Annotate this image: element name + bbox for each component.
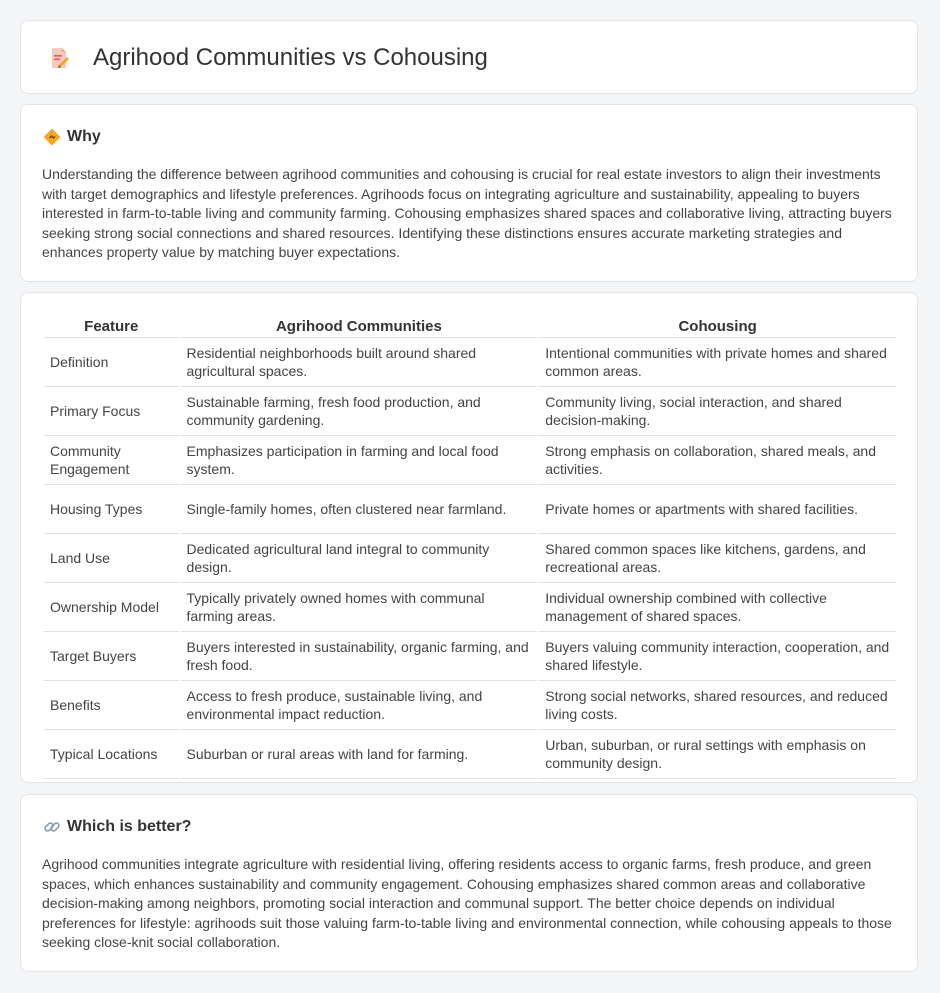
- better-text: Agrihood communities integrate agriculture with residential living, offering residents access to organic farms, fresh produce, and green spaces, which enhances sustainability and community engagement. Cohousing emphasizes shared common areas and collaborative decision-making among neighbors, promoting social interaction and communal support. The better choice depends on individual preferences for lifestyle: agrihoods suit those valuing farm-to-table living and environmental connection, while cohousing appeals to those seeking close-knit social collaboration.: [42, 856, 892, 951]
- cohousing-cell: Shared common spaces like kitchens, gardens, and recreational areas.: [539, 534, 896, 583]
- header-cohousing: Cohousing: [539, 315, 896, 338]
- comparison-section: [20, 292, 918, 783]
- cohousing-cell: Strong social networks, shared resources, and reduced living costs.: [539, 681, 896, 730]
- why-heading-row: [43, 127, 101, 147]
- agrihood-cell: Dedicated agricultural land integral to community design.: [181, 534, 538, 583]
- diamond-sign-icon: [43, 128, 61, 146]
- cohousing-cell: Individual ownership combined with collective management of shared spaces.: [539, 583, 896, 632]
- agrihood-cell: Single-family homes, often clustered near farmland.: [181, 485, 538, 534]
- table-row: [44, 338, 896, 387]
- comparison-table: [42, 315, 898, 779]
- agrihood-cell: Buyers interested in sustainability, organic farming, and fresh food.: [181, 632, 538, 681]
- agrihood-cell: Sustainable farming, fresh food production, and community gardening.: [181, 387, 538, 436]
- cohousing-cell: Urban, suburban, or rural settings with emphasis on community design.: [539, 730, 896, 779]
- cohousing-cell: Buyers valuing community interaction, cooperation, and shared lifestyle.: [539, 632, 896, 681]
- table-row: [44, 681, 896, 730]
- agrihood-cell: Access to fresh produce, sustainable living, and environmental impact reduction.: [181, 681, 538, 730]
- agrihood-cell: Typically privately owned homes with communal farming areas.: [181, 583, 538, 632]
- why-section: [20, 104, 918, 282]
- feature-cell: Housing Types: [44, 485, 179, 534]
- feature-cell: Definition: [44, 338, 179, 387]
- title-bar: [45, 43, 488, 73]
- table-row: [44, 485, 896, 534]
- better-heading: Which is better?: [67, 818, 192, 835]
- cohousing-cell: Private homes or apartments with shared facilities.: [539, 485, 896, 534]
- feature-cell: Typical Locations: [44, 730, 179, 779]
- table-header-row: [44, 315, 896, 338]
- header-agrihood: Agrihood Communities: [181, 315, 538, 338]
- better-heading-row: [43, 817, 191, 837]
- feature-cell: Benefits: [44, 681, 179, 730]
- agrihood-cell: Suburban or rural areas with land for farming.: [181, 730, 538, 779]
- table-row: [44, 583, 896, 632]
- document-edit-icon: [45, 44, 73, 72]
- cohousing-cell: Intentional communities with private homes and shared common areas.: [539, 338, 896, 387]
- feature-cell: Primary Focus: [44, 387, 179, 436]
- table-row: [44, 387, 896, 436]
- table-row: [44, 730, 896, 779]
- feature-cell: Community Engagement: [44, 436, 179, 485]
- feature-cell: Target Buyers: [44, 632, 179, 681]
- why-heading: Why: [67, 128, 101, 145]
- why-text: Understanding the difference between agrihood communities and cohousing is crucial for real estate investors to align their investments with target demographics and lifestyle preferences. Agrihoods focus on integrating agriculture and sustainability, appealing to buyers interested in farm-to-table living and community farming. Cohousing emphasizes shared spaces and collaborative living, attracting buyers seeking strong social connections and shared resources. Identifying these distinctions ensures accurate marketing strategies and enhances property value by matching buyer expectations.: [42, 166, 892, 261]
- agrihood-cell: Residential neighborhoods built around shared agricultural spaces.: [181, 338, 538, 387]
- page-title: Agrihood Communities vs Cohousing: [93, 44, 488, 71]
- table-row: [44, 436, 896, 485]
- agrihood-cell: Emphasizes participation in farming and local food system.: [181, 436, 538, 485]
- which-better-section: [20, 794, 918, 972]
- feature-cell: Land Use: [44, 534, 179, 583]
- table-row: [44, 534, 896, 583]
- header-feature: Feature: [44, 315, 179, 338]
- cohousing-cell: Strong emphasis on collaboration, shared meals, and activities.: [539, 436, 896, 485]
- cohousing-cell: Community living, social interaction, and shared decision-making.: [539, 387, 896, 436]
- link-icon: [43, 818, 61, 836]
- table-row: [44, 632, 896, 681]
- title-card: [20, 20, 918, 94]
- feature-cell: Ownership Model: [44, 583, 179, 632]
